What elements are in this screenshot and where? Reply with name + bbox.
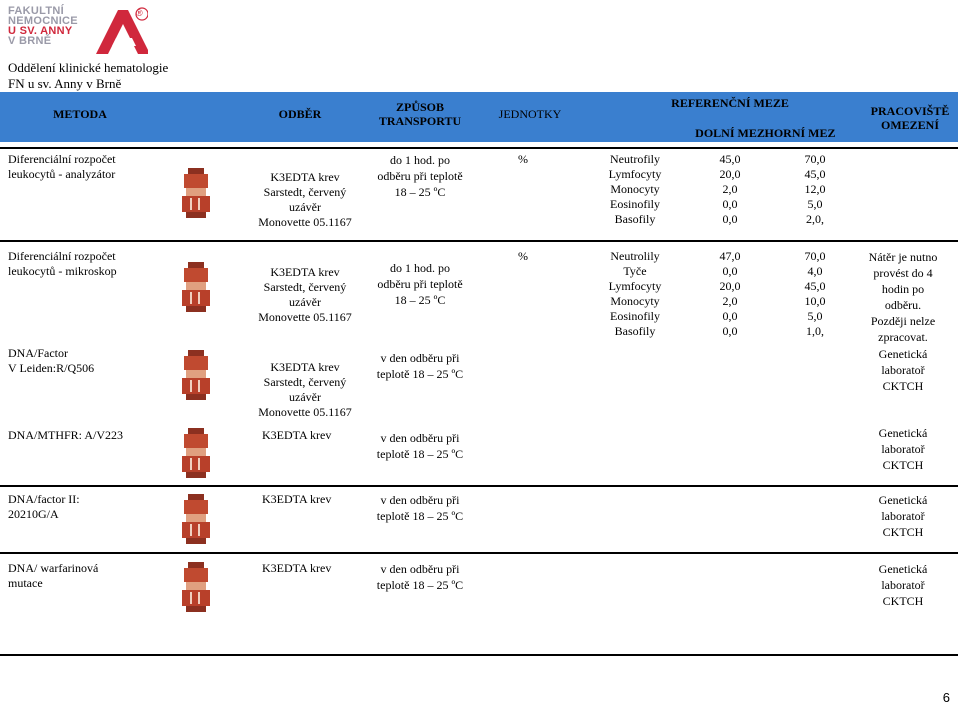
page-number: 6 — [942, 690, 950, 705]
tube-icon — [180, 562, 212, 612]
r3-transport: v den odběru při teplotě 18 – 25 ºC — [376, 351, 464, 381]
r5-transport: v den odběru při teplotě 18 – 25 ºC — [376, 493, 464, 523]
col-referencni: REFERENČNÍ MEZE — [671, 96, 789, 110]
tube-icon — [180, 428, 212, 478]
r5-odber: K3EDTA krev — [262, 492, 332, 506]
r2-jednotky: % — [518, 249, 528, 263]
r2-dolni: 47,0 0,0 20,0 2,0 0,0 0,0 — [719, 249, 741, 338]
row-divider — [0, 654, 958, 656]
col-pracoviste: PRACOVIŠTĚ OMEZENÍ — [870, 104, 950, 132]
department-title: Oddělení klinické hematologie FN u sv. Anny v Brně — [8, 60, 169, 91]
r6-metoda: DNA/ warfarinová mutace — [8, 561, 99, 590]
tube-icon — [180, 168, 212, 218]
r2-transport: do 1 hod. po odběru při teplotě 18 – 25 ºC — [377, 261, 463, 307]
r2-odber: K3EDTA krev Sarstedt, červený uzávěr Monovette 05.1167 — [258, 265, 352, 324]
r2-horni: 70,0 4,0 45,0 10,0 5,0 1,0, — [804, 249, 826, 338]
row-divider — [0, 485, 958, 487]
registered-mark: ® — [136, 8, 143, 18]
col-dolni: DOLNÍ MEZ — [695, 126, 765, 140]
r3-omezeni: Genetická laboratoř CKTCH — [878, 347, 928, 393]
tube-icon — [180, 262, 212, 312]
row-divider — [0, 552, 958, 554]
r5-omezeni: Genetická laboratoř CKTCH — [878, 493, 928, 539]
r2-metoda: Diferenciální rozpočet leukocytů - mikroskop — [8, 249, 117, 278]
r1-jednotky: % — [518, 152, 528, 166]
row-divider — [0, 147, 958, 149]
r1-params: Neutrofily Lymfocyty Monocyty Eosinofily Basofily — [608, 152, 662, 226]
hospital-logo — [8, 6, 148, 56]
r5-metoda: DNA/factor II: 20210G/A — [8, 492, 80, 521]
r4-omezeni: Genetická laboratoř CKTCH — [878, 426, 928, 472]
r6-transport: v den odběru při teplotě 18 – 25 ºC — [376, 562, 464, 592]
r1-metoda: Diferenciální rozpočet leukocytů - analyzátor — [8, 152, 116, 181]
tube-icon — [180, 494, 212, 544]
r2-params: Neutrolily Tyče Lymfocyty Monocyty Eosinofily Basofily — [608, 249, 662, 338]
row-divider — [0, 240, 958, 242]
r2-omezeni: Nátěr je nutno provést do 4 hodin po odběru. Později nelze zpracovat. — [868, 250, 938, 344]
r4-odber: K3EDTA krev — [262, 428, 332, 442]
r4-transport: v den odběru při teplotě 18 – 25 ºC — [376, 431, 464, 461]
col-jednotky: JEDNOTKY — [498, 107, 562, 121]
r1-transport: do 1 hod. po odběru při teplotě 18 – 25 ºC — [377, 153, 463, 199]
r1-odber: K3EDTA krev Sarstedt, červený uzávěr Monovette 05.1167 — [258, 170, 352, 229]
col-odber: ODBĚR — [278, 107, 322, 121]
r3-odber: K3EDTA krev Sarstedt, červený uzávěr Monovette 05.1167 — [258, 360, 352, 419]
tube-icon — [180, 350, 212, 400]
logo-text: FAKULTNÍ NEMOCNICE U SV. ANNY V BRNĚ — [8, 5, 78, 47]
r6-odber: K3EDTA krev — [262, 561, 332, 575]
col-horni: HORNÍ MEZ — [764, 126, 836, 140]
r3-metoda: DNA/Factor V Leiden:R/Q506 — [8, 346, 95, 375]
col-zpusob: ZPŮSOB TRANSPORTU — [378, 100, 462, 128]
r6-omezeni: Genetická laboratoř CKTCH — [878, 562, 928, 608]
r1-dolni: 45,0 20,0 2,0 0,0 0,0 — [719, 152, 741, 226]
r4-metoda: DNA/MTHFR: A/V223 — [8, 428, 124, 442]
r1-horni: 70,0 45,0 12,0 5,0 2,0, — [804, 152, 826, 226]
col-metoda: METODA — [53, 107, 107, 121]
